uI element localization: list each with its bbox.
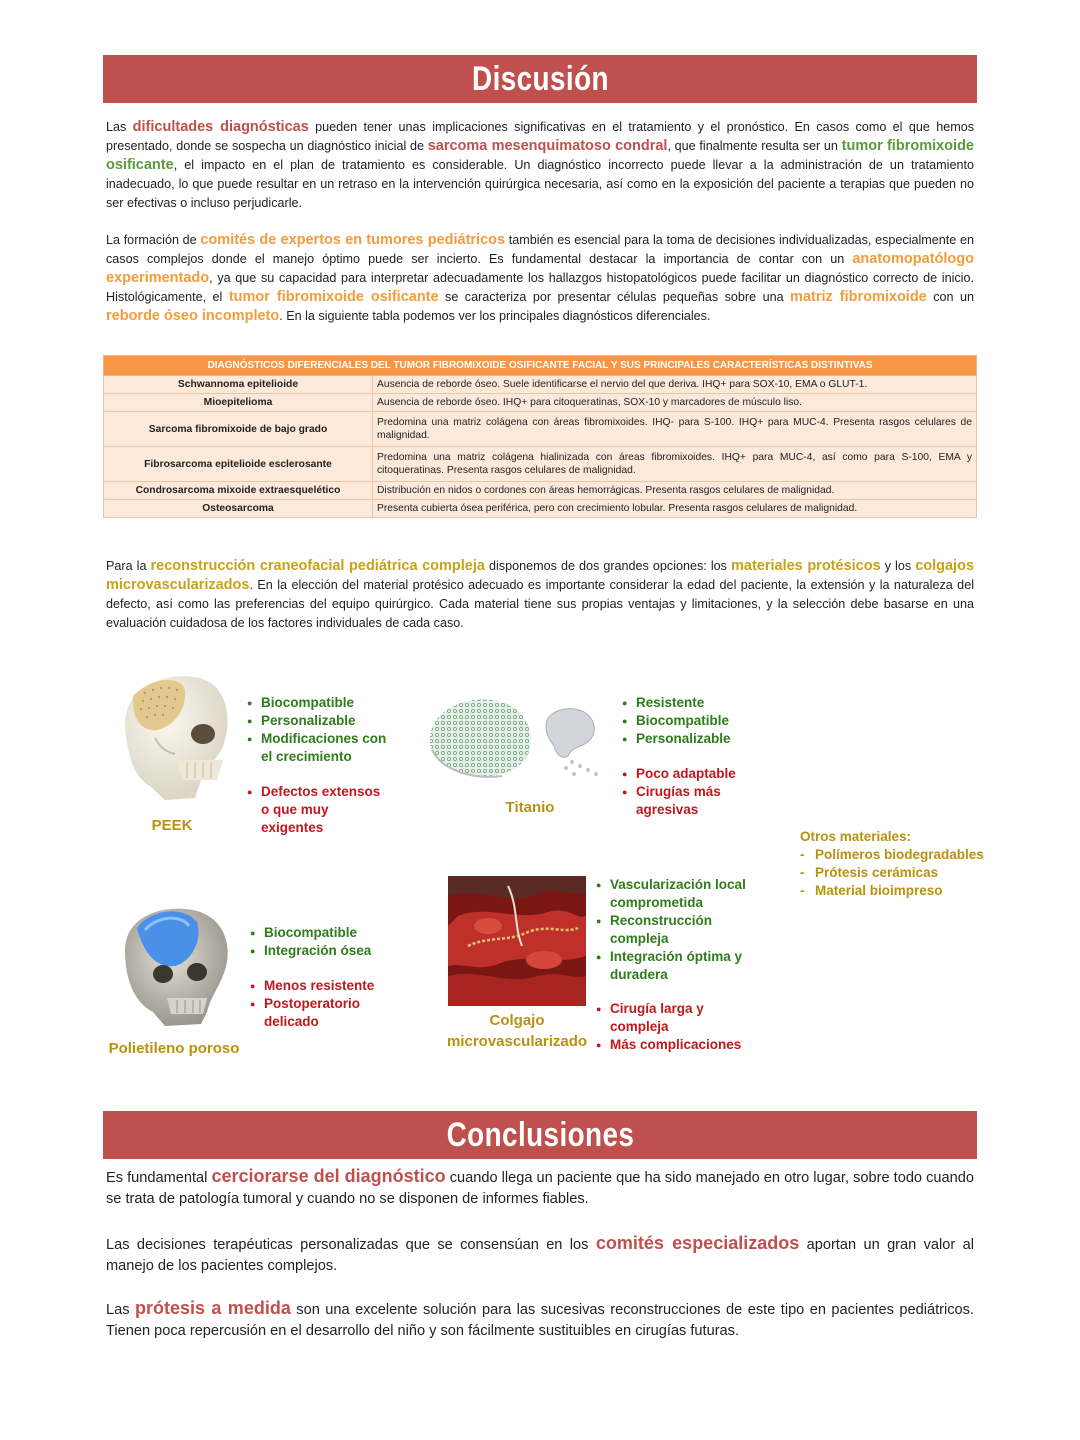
- disadvantage-item: ● Defectos extensos o que muy exigentes: [247, 783, 389, 837]
- text-run: La formación de: [106, 233, 201, 247]
- peek-skull-image: [105, 668, 235, 808]
- text-run: Las: [106, 120, 133, 134]
- discussion-paragraph-2: [106, 231, 974, 326]
- advantage-item: ● Vascularización local comprometida: [596, 876, 750, 912]
- highlight-red: dificultades diagnósticas: [132, 119, 309, 135]
- highlight-orange: anatomopatólogo experimentado: [106, 251, 974, 286]
- diagnosis-name: Fibrosarcoma epitelioide esclerosante: [104, 447, 373, 482]
- highlight-orange: reborde óseo incompleto: [106, 308, 280, 324]
- highlight-gold: materiales protésicos: [731, 558, 881, 574]
- titanium-mesh-image: [422, 690, 612, 790]
- diagnosis-name: Sarcoma fibromixoide de bajo grado: [104, 412, 373, 447]
- flap-pros: [596, 876, 750, 984]
- conclusions-paragraph-1: [106, 1166, 974, 1210]
- table-row: [104, 376, 977, 394]
- table-row: [104, 447, 977, 482]
- highlight-gold: colgajos microvascularizados: [106, 558, 975, 593]
- text-run: Para la: [106, 559, 151, 573]
- highlight-green: tumor fibromixoide osificante: [106, 138, 974, 173]
- text-run: pueden tener unas implicaciones significativas en el tratamiento y el pronóstico. En casos como el que hemos presentado, donde se sospecha un diagnóstico inicial de: [106, 120, 974, 153]
- table-row: [104, 412, 977, 447]
- discussion-paragraph-1: [106, 118, 974, 213]
- other-materials: [800, 828, 984, 900]
- diagnosis-description: Predomina una matriz colágena hialinizada con áreas fibromixoides. IHQ+ para MUC-4, así como para S-100, EMA y citoqueratinas. Presenta rasgos celulares de malignidad.: [373, 447, 977, 482]
- polyethylene-label: Polietileno poroso: [108, 1040, 240, 1057]
- discussion-title: Discusión: [103, 55, 977, 103]
- other-material-item: [800, 864, 984, 882]
- advantage-item: ● Integración ósea: [250, 942, 394, 960]
- flap-surgery-image: [448, 876, 586, 1006]
- text-run: cuando llega un paciente que ha sido manejado en otro lugar, sobre todo cuando se trata de patología tumoral y cuando no se disponen de informes fiables.: [106, 1170, 974, 1207]
- flap-cons: [596, 1000, 750, 1054]
- text-run: Es fundamental: [106, 1170, 212, 1186]
- other-material-label: Prótesis cerámicas: [815, 865, 939, 880]
- conclusions-paragraph-3: [106, 1298, 974, 1342]
- differential-diagnosis-table: [103, 355, 977, 518]
- highlight-red: prótesis a medida: [134, 1298, 291, 1318]
- other-material-item: [800, 882, 984, 900]
- polyethylene-cons: [250, 977, 394, 1031]
- advantage-item: ● Biocompatible: [247, 694, 389, 712]
- text-run: . En la elección del material protésico adecuado es importante considerar la edad del paciente, la extensión y la naturaleza del defecto, así como las preferencias del equipo quirúrgico. Cada material tiene sus propias ventajas y limitaciones, y la selección debe basarse en una evaluación cuidadosa de los factores individuales de cada caso.: [106, 578, 974, 630]
- diagnosis-name: Osteosarcoma: [104, 500, 373, 518]
- advantage-item: ● Biocompatible: [250, 924, 394, 942]
- highlight-orange: comités de expertos en tumores pediátricos: [200, 232, 506, 248]
- disadvantage-item: ● Menos resistente: [250, 977, 394, 995]
- table-row: [104, 482, 977, 500]
- advantage-item: ● Personalizable: [247, 712, 389, 730]
- table-row: [104, 500, 977, 518]
- conclusions-title: Conclusiones: [103, 1111, 977, 1159]
- titanium-cons: [622, 765, 756, 819]
- text-run: con un: [926, 290, 974, 304]
- dash-bullet: -: [800, 865, 805, 880]
- dash-bullet: -: [800, 847, 805, 862]
- highlight-red: cerciorarse del diagnóstico: [211, 1166, 446, 1186]
- table-row: [104, 394, 977, 412]
- advantage-item: ● Resistente: [622, 694, 756, 712]
- text-run: Las: [106, 1302, 135, 1318]
- highlight-red: sarcoma mesenquimatoso condral: [427, 138, 668, 154]
- text-run: son una excelente solución para las sucesivas reconstrucciones de este tipo en pacientes pediátricos. Tienen poca repercusión en el desarrollo del niño y son fácilmente sustituibles en cirugías futuras.: [106, 1302, 974, 1339]
- discussion-paragraph-3: [106, 557, 974, 633]
- other-material-item: [800, 846, 984, 864]
- text-run: , ya que su capacidad para interpretar adecuadamente los hallazgos histopatológicos puede facilitar un diagnóstico correcto de inicio. Histológicamente, el: [106, 271, 974, 304]
- titanium-label: Titanio: [505, 799, 555, 816]
- disadvantage-item: ● Cirugía larga y compleja: [596, 1000, 750, 1036]
- flap-label: Colgajo microvascularizado: [446, 1012, 588, 1050]
- titanium-pros: [622, 694, 756, 748]
- peek-cons: [247, 783, 389, 837]
- text-run: aportan un gran valor al manejo de los pacientes complejos.: [106, 1237, 974, 1274]
- text-run: y los: [880, 559, 916, 573]
- other-materials-title: Otros materiales:: [800, 829, 912, 844]
- text-run: disponemos de dos grandes opciones: los: [484, 559, 731, 573]
- text-run: Las decisiones terapéuticas personalizadas que se consensúan en los: [106, 1237, 596, 1253]
- advantage-item: ● Integración óptima y duradera: [596, 948, 750, 984]
- highlight-red: comités especializados: [595, 1233, 800, 1253]
- advantage-item: ● Reconstrucción compleja: [596, 912, 750, 948]
- disadvantage-item: ● Más complicaciones: [596, 1036, 750, 1054]
- disadvantage-item: ● Poco adaptable: [622, 765, 756, 783]
- table-header: DIAGNÓSTICOS DIFERENCIALES DEL TUMOR FIBROMIXOIDE OSIFICANTE FACIAL Y SUS PRINCIPALES CARACTERÍSTICAS DISTINTIVAS: [104, 356, 977, 376]
- dash-bullet: -: [800, 883, 805, 898]
- text-run: . En la siguiente tabla podemos ver los principales diagnósticos diferenciales.: [279, 309, 711, 323]
- advantage-item: ● Biocompatible: [622, 712, 756, 730]
- diagnosis-description: Distribución en nidos o cordones con áreas hemorrágicas. Presenta rasgos celulares de malignidad.: [373, 482, 977, 500]
- peek-label: PEEK: [151, 817, 193, 834]
- other-material-label: Material bioimpreso: [815, 883, 943, 898]
- diagnosis-name: Schwannoma epitelioide: [104, 376, 373, 394]
- other-material-label: Polímeros biodegradables: [815, 847, 984, 862]
- diagnosis-description: Presenta cubierta ósea periférica, pero con crecimiento lobular. Presenta rasgos celulares de malignidad.: [373, 500, 977, 518]
- text-run: se caracteriza por presentar células pequeñas sobre una: [438, 290, 791, 304]
- polyethylene-skull-image: [105, 900, 245, 1030]
- diagnosis-name: Condrosarcoma mixoide extraesquelético: [104, 482, 373, 500]
- conclusions-paragraph-2: [106, 1233, 974, 1277]
- advantage-item: ● Modificaciones con el crecimiento: [247, 730, 389, 766]
- highlight-orange: tumor fibromixoide osificante: [228, 289, 439, 305]
- text-run: también es esencial para la toma de decisiones individualizadas, especialmente en casos complejos donde el manejo óptimo puede ser incierto. Es fundamental destacar la importancia de contar con un: [106, 233, 974, 266]
- highlight-orange: matriz fibromixoide: [790, 289, 927, 305]
- polyethylene-pros: [250, 924, 394, 960]
- diagnosis-description: Ausencia de reborde óseo. IHQ+ para citoqueratinas, SOX-10 y marcadores de músculo liso.: [373, 394, 977, 412]
- text-run: , que finalmente resulta ser un: [667, 139, 842, 153]
- diagnosis-name: Mioepitelioma: [104, 394, 373, 412]
- text-run: , el impacto en el plan de tratamiento es considerable. Un diagnóstico incorrecto puede llevar a la administración de un tratamiento inadecuado, lo que puede resultar en un retraso en la intervención quirúrgica necesaria, así como en la exposición del paciente a terapias que pueden no ser efectivas o incluso perjudicarle.: [106, 158, 974, 210]
- highlight-gold: reconstrucción craneofacial pediátrica compleja: [150, 558, 485, 574]
- disadvantage-item: ● Postoperatorio delicado: [250, 995, 394, 1031]
- peek-pros: [247, 694, 389, 766]
- diagnosis-description: Ausencia de reborde óseo. Suele identificarse el nervio del que deriva. IHQ+ para SOX-10, EMA o GLUT-1.: [373, 376, 977, 394]
- disadvantage-item: ● Cirugías más agresivas: [622, 783, 756, 819]
- diagnosis-description: Predomina una matriz colágena con áreas fibromixoides. IHQ- para S-100. IHQ+ para MUC-4. Presenta rasgos celulares de malignidad.: [373, 412, 977, 447]
- advantage-item: ● Personalizable: [622, 730, 756, 748]
